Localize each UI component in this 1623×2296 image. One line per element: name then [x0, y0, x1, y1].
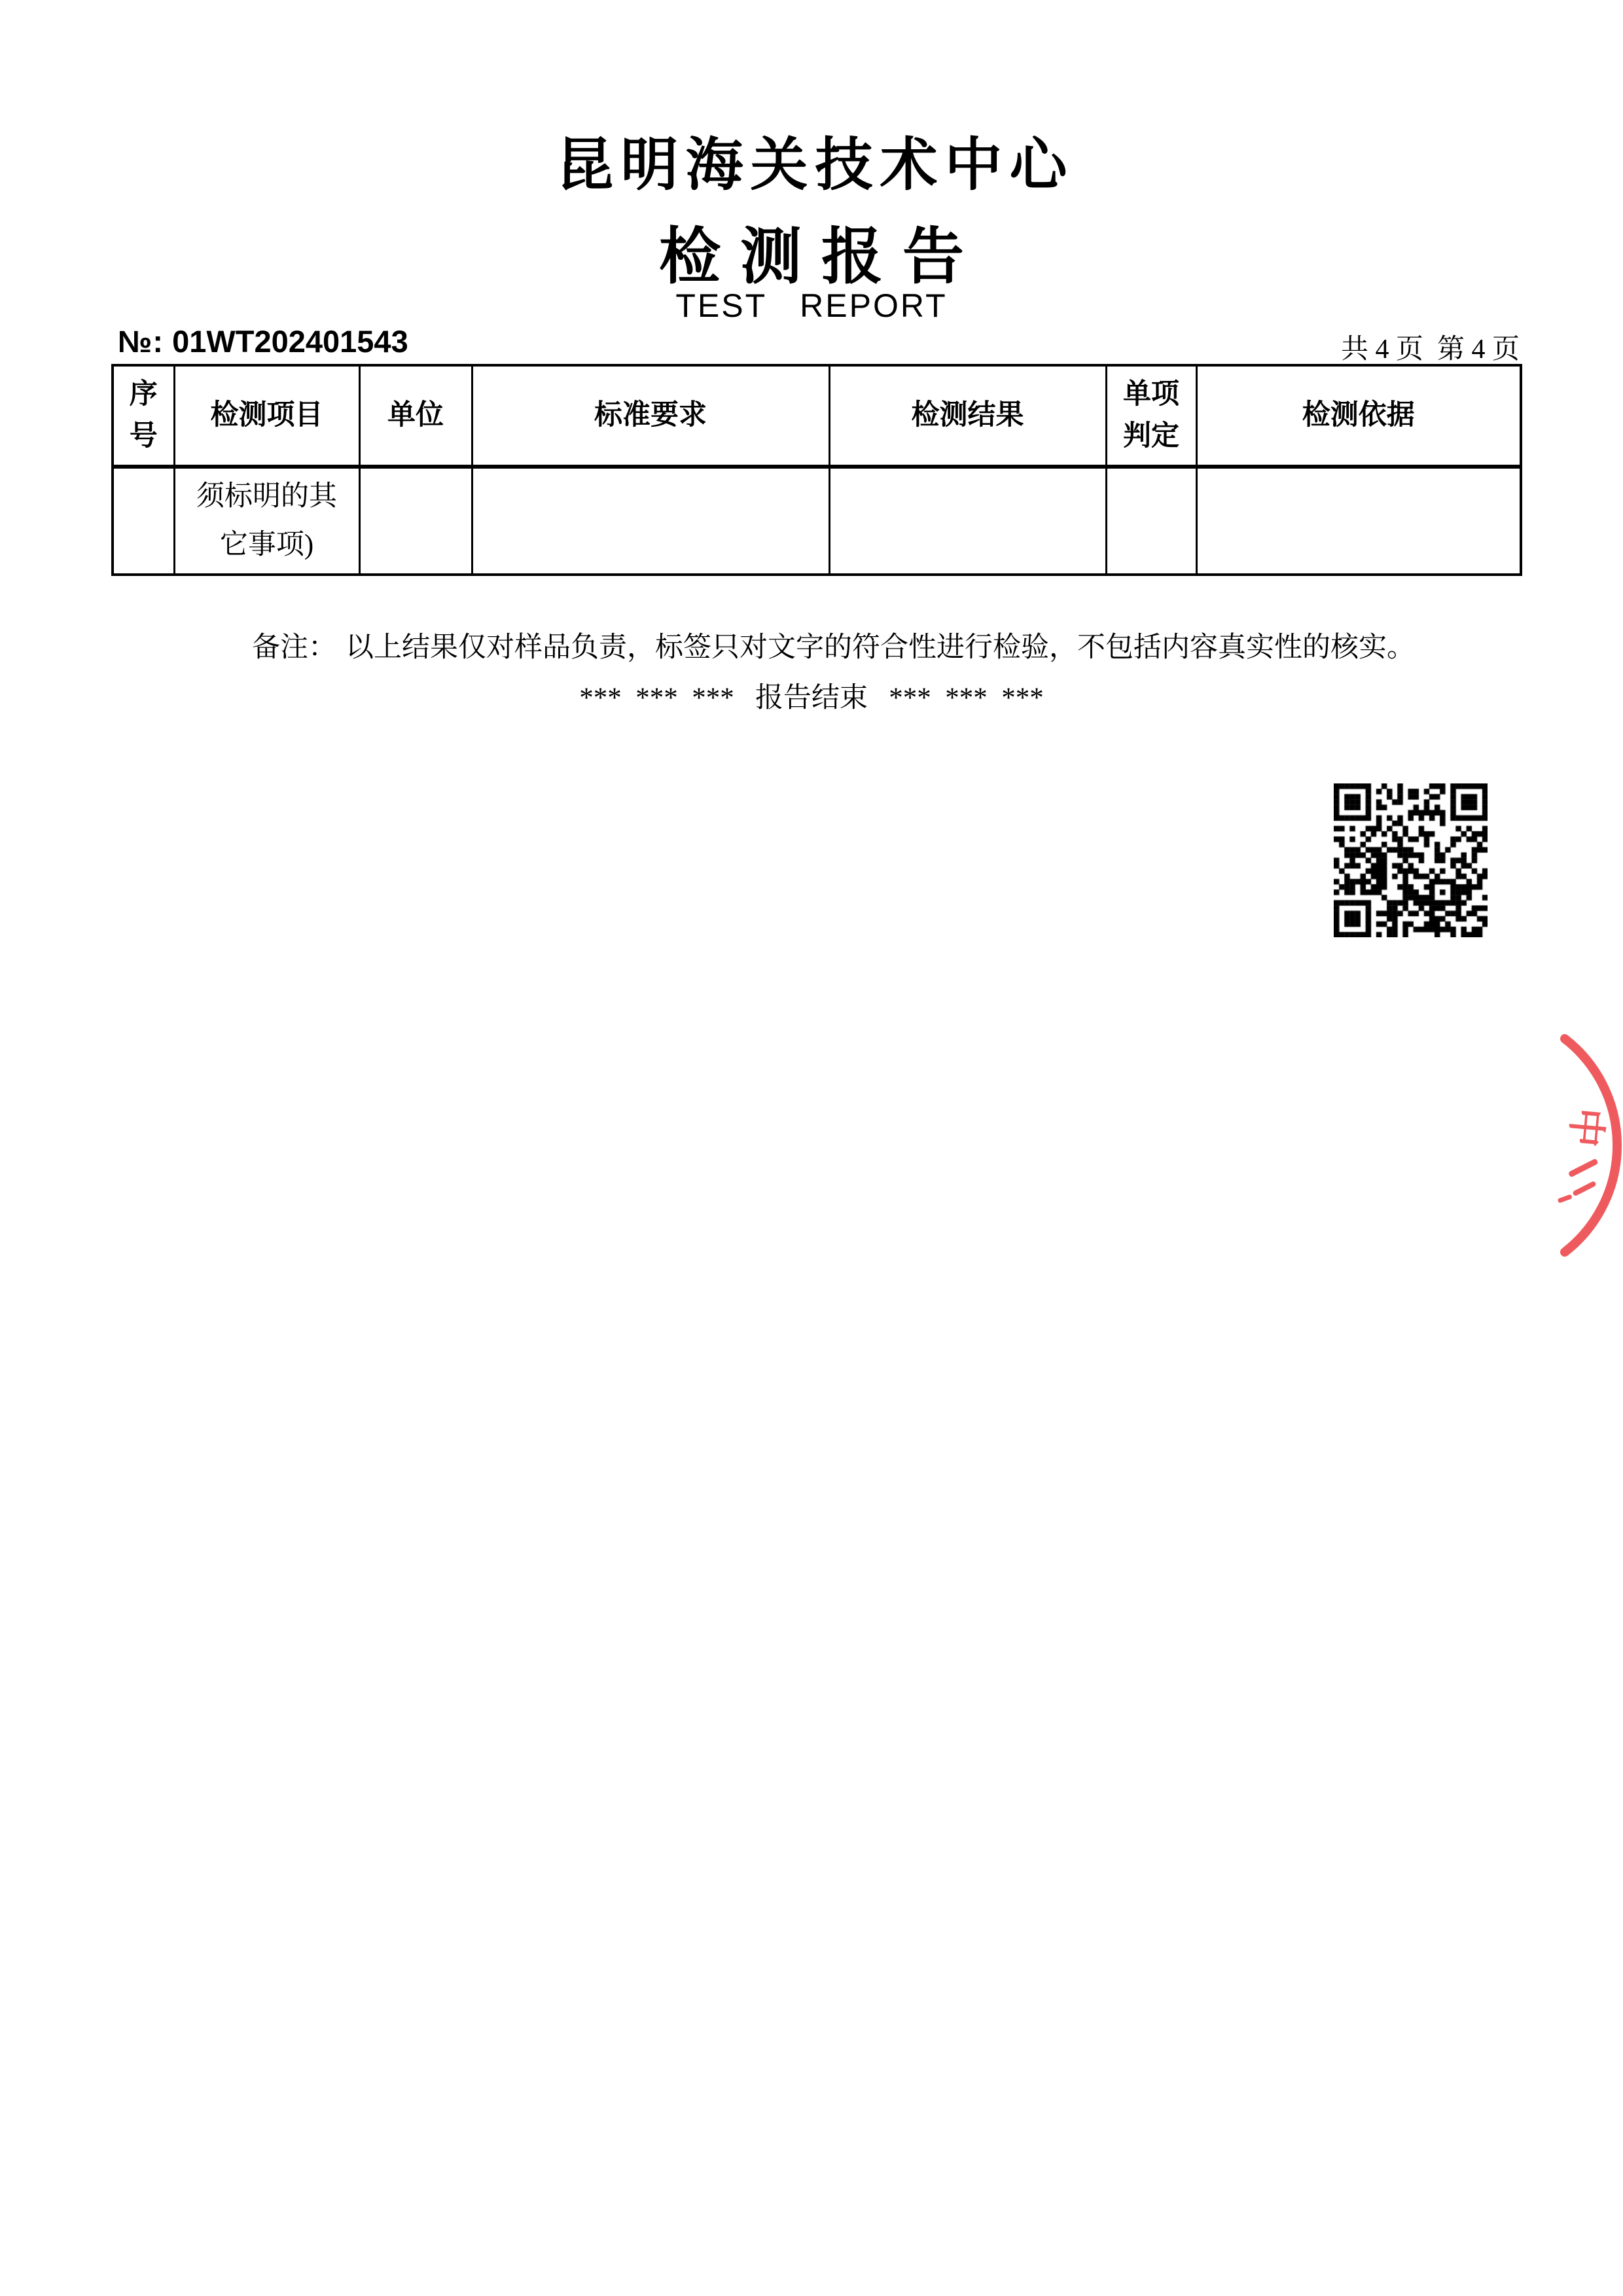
- table-header-label: 单位: [387, 400, 444, 431]
- remark-label: 备注：: [252, 632, 336, 663]
- test-result-table: [111, 364, 1522, 576]
- table-header-label: 检测依据: [1302, 400, 1415, 431]
- table-cell: [829, 467, 1106, 575]
- table-header-cell: [1106, 365, 1196, 467]
- report-number-label: №:: [118, 324, 164, 359]
- stamp-stroke: [1572, 1181, 1596, 1196]
- table-cell: [1196, 467, 1521, 575]
- stamp-character: 中: [1562, 1105, 1609, 1149]
- table-cell: [359, 467, 472, 575]
- table-header-cell: [359, 365, 472, 467]
- report-title-english: TEST REPORT: [675, 287, 948, 324]
- table-header-label: 序号: [129, 379, 158, 452]
- table-row: [113, 467, 1521, 575]
- report-number: [118, 323, 408, 359]
- table-cell: [1106, 467, 1196, 575]
- table-header-cell: [174, 365, 359, 467]
- organization-title: 昆明海关技术中心: [556, 134, 1075, 198]
- table-header-label: 标准要求: [594, 400, 707, 431]
- table-cell: 须标明的其它事项): [174, 467, 359, 575]
- remark-line: [252, 625, 1415, 665]
- report-number-value: 01WT202401543: [172, 324, 408, 359]
- table-cell: [472, 467, 829, 575]
- page-count: 共 4 页 第 4 页: [1340, 334, 1520, 365]
- table-header-cell: [829, 365, 1106, 467]
- table-header-cell: [1196, 365, 1521, 467]
- red-seal-stamp: [1309, 969, 1623, 1335]
- report-end-line: *** *** *** 报告结束 *** *** ***: [579, 683, 1044, 713]
- table-header-label: 单项判定: [1123, 379, 1179, 452]
- remark-text: 以上结果仅对样品负责，标签只对文字的符合性进行检验，不包括内容真实性的核实。: [346, 632, 1415, 663]
- stamp-stroke: [1568, 1158, 1599, 1178]
- stamp-arc: [1562, 1039, 1617, 1252]
- table-cell: [113, 467, 174, 575]
- meta-row: [111, 323, 1520, 365]
- table-header-row: [113, 365, 1521, 467]
- qr-code: [1334, 783, 1488, 937]
- table-header-cell: [113, 365, 174, 467]
- stamp-stroke: [1558, 1194, 1573, 1203]
- table-header-label: 检测结果: [911, 400, 1024, 431]
- table-header-cell: [472, 365, 829, 467]
- table-header-label: 检测项目: [210, 400, 323, 431]
- report-title: 检测报告: [658, 223, 984, 291]
